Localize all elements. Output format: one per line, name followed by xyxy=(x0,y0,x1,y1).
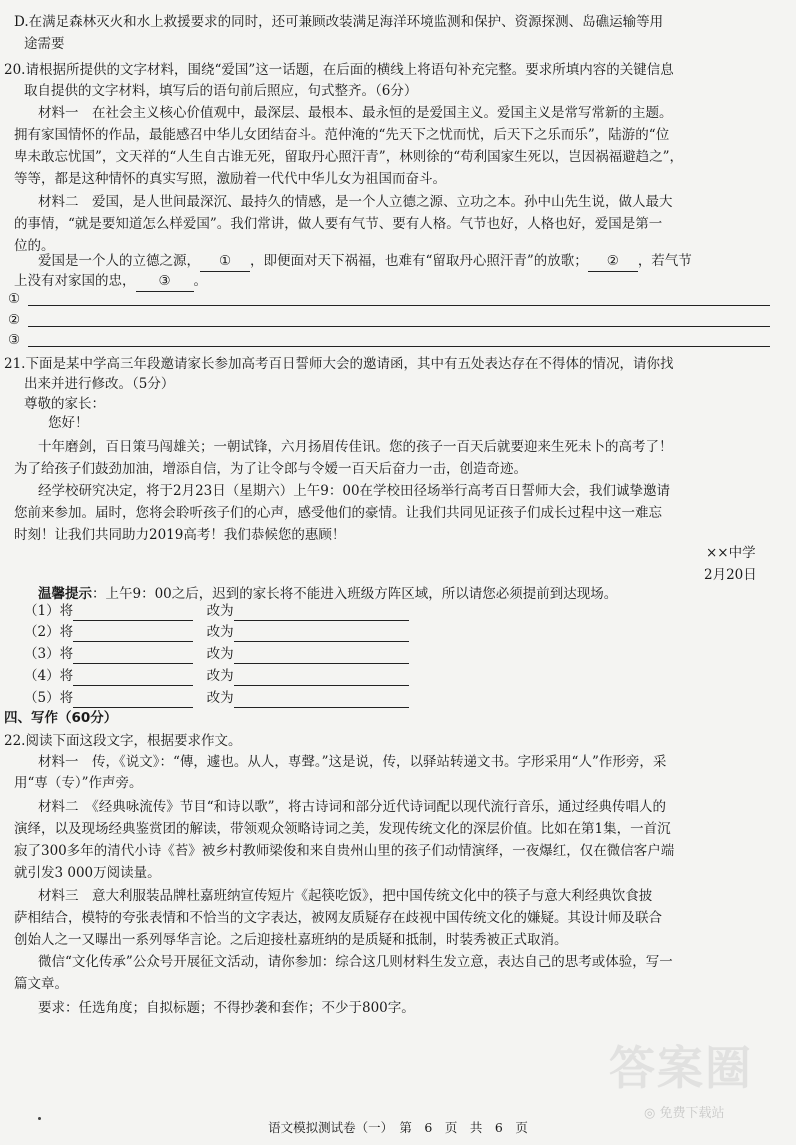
q21-signature-school: ××中学 xyxy=(706,545,756,561)
q22-requirements: 要求：任选角度；自拟标题；不得抄袭和套作；不少于800字。 xyxy=(38,1000,415,1016)
q21-para1-line1: 十年磨剑，百日策马闯雄关；一朝试锋，六月扬眉传佳讯。您的孩子一百天后就要迎来生死未卜的高考了！ xyxy=(38,439,673,455)
q22-material2-line3: 寂了300多年的清代小诗《苔》被乡村教师梁俊和来自贵州山里的孩子们动情演绎，一夜爆红，仅在微信客户端 xyxy=(14,843,675,859)
q19-option-d-line1: D.在满足森林灭火和水上救援要求的同时，还可兼顾改装满足海洋环境监测和保护、资源探测、岛礁运输等用 xyxy=(14,14,664,30)
q20-material1-line3: 卑未敢忘忧国”，文天祥的“人生自古谁无死，留取丹心照汗青”，林则徐的“苟利国家生死以，岂因祸福避趋之”， xyxy=(14,149,684,165)
q22-stem: 22.阅读下面这段文字，根据要求作文。 xyxy=(4,733,242,749)
q20-answer-label-2: ② xyxy=(8,312,21,328)
q21-para1-line2: 为了给孩子们鼓劲加油，增添自信，为了让令郎与令嫒一百天后奋力一击，创造奇迹。 xyxy=(14,461,527,477)
q20-fill-text-c: ，若气节 xyxy=(637,253,692,269)
q20-answer-line-3[interactable] xyxy=(28,346,770,347)
q21-row-2 xyxy=(24,622,409,642)
q19-option-d-line2: 途需要 xyxy=(24,36,65,52)
page-footer: 语文模拟测试卷（一） 第 6 页 共 6 页 xyxy=(268,1120,528,1135)
q21-signature-date: 2月20日 xyxy=(704,567,757,583)
q21-row-4-revised-blank[interactable] xyxy=(234,671,409,686)
watermark xyxy=(604,1032,784,1127)
q21-para2-line1: 经学校研究决定，将于2月23日（星期六）上午9：00在学校田径场举行高考百日誓师大会，我们诚挚邀请 xyxy=(38,483,671,499)
watermark-caption: ◎ 免费下载站 xyxy=(644,1106,725,1121)
q22-material2-line1: 材料二 《经典咏流传》节目“和诗以歌”，将古诗词和部分近代诗词配以现代流行音乐，通过经典传唱人的 xyxy=(38,799,667,815)
q20-fill-text-a: 爱国是一个人的立德之源， xyxy=(38,253,200,269)
q21-row-1-change-label: 改为 xyxy=(206,603,234,619)
q21-row-2-revised-blank[interactable] xyxy=(234,627,409,642)
watermark-logo-text: 答案圈 xyxy=(609,1041,753,1095)
q21-row-3 xyxy=(24,644,409,664)
q21-para2-line2: 您前来参加。届时，您将会聆听孩子们的心声，感受他们的豪情。让我们共同见证孩子们成长过程中这一难忘 xyxy=(14,505,662,521)
q21-row-1-revised-blank[interactable] xyxy=(234,606,409,621)
q20-blank-1[interactable]: ① xyxy=(200,251,250,272)
q21-row-1 xyxy=(24,601,409,621)
q20-blank-2[interactable]: ② xyxy=(588,251,638,272)
section-4-title: 四、写作（60分） xyxy=(4,710,118,726)
q21-row-2-label: （2）将 xyxy=(24,624,74,640)
q21-row-1-original-blank[interactable] xyxy=(73,606,193,621)
q21-row-3-original-blank[interactable] xyxy=(73,649,193,664)
q20-fill-text-d: 上没有对家国的忠， xyxy=(14,273,136,289)
q21-greeting: 您好！ xyxy=(48,415,89,431)
q21-stem-line2: 出来并进行修改。（5分） xyxy=(24,376,175,392)
q22-material1-line1: 材料一 传，《说文》：“傳，遽也。从人，専聲。”这是说，传，以驿站转递文书。字形采用“人”作形旁，采 xyxy=(38,754,667,770)
q20-material1-line2: 拥有家国情怀的作品，最能感召中华儿女团结奋斗。范仲淹的“先天下之忧而忧，后天下之乐而乐”，陆游的“位 xyxy=(14,127,670,143)
q21-row-5-revised-blank[interactable] xyxy=(234,693,409,708)
q21-row-4-label: （4）将 xyxy=(24,668,74,684)
q22-material2-line4: 就引发3 000万阅读量。 xyxy=(14,865,161,881)
q21-para2-line3: 时刻！让我们共同助力2019高考！我们恭候您的惠顾！ xyxy=(14,527,346,543)
q20-fill-sentence-line2 xyxy=(14,271,207,292)
q21-row-5-change-label: 改为 xyxy=(206,690,234,706)
q21-row-3-change-label: 改为 xyxy=(206,646,234,662)
q22-material3-line2: 萨相结合，模特的夸张表情和不恰当的文字表达，被网友质疑存在歧视中国传统文化的嫌疑。其设计师及联合 xyxy=(14,910,662,926)
q21-row-2-change-label: 改为 xyxy=(206,624,234,640)
q20-fill-sentence-line1 xyxy=(38,251,692,272)
q22-task-line1: 微信“文化传承”公众号开展征文活动，请你参加：综合这几则材料生发立意，表达自己的思考或体验，写一 xyxy=(38,954,673,970)
q20-material1-line1: 材料一 在社会主义核心价值观中，最深层、最根本、最永恒的是爱国主义。爱国主义是常写常新的主题。 xyxy=(38,105,673,121)
q20-material2-line1: 材料二 爱国，是人世间最深沉、最持久的情感，是一个人立德之源、立功之本。孙中山先生说，做人最大 xyxy=(38,194,673,210)
q20-answer-label-1: ① xyxy=(8,291,21,307)
q20-answer-label-3: ③ xyxy=(8,332,21,348)
q21-salutation: 尊敬的家长： xyxy=(24,396,105,412)
q21-row-1-label: （1）将 xyxy=(24,603,74,619)
q20-fill-text-e: 。 xyxy=(193,273,207,289)
q21-row-3-label: （3）将 xyxy=(24,646,74,662)
q20-answer-line-1[interactable] xyxy=(28,305,770,306)
q21-row-5 xyxy=(24,688,409,708)
q21-row-4-change-label: 改为 xyxy=(206,668,234,684)
q21-row-5-label: （5）将 xyxy=(24,690,74,706)
q20-stem-line2: 取自提供的文字材料，填写后的语句前后照应，句式整齐。（6分） xyxy=(24,83,418,99)
q22-task-line2: 篇文章。 xyxy=(14,976,68,992)
q20-material2-line3: 位的。 xyxy=(14,238,55,254)
q20-stem-line1: 20.请根据所提供的文字材料，围绕“爱国”这一话题，在后面的横线上将语句补充完整。要求所填内容的关键信息 xyxy=(4,62,674,78)
q20-material2-line2: 的事情，“就是要知道怎么样爱国”。我们常讲，做人要有气节、要有人格。气节也好，人格也好，爱国是第一 xyxy=(14,216,663,232)
q20-answer-line-2[interactable] xyxy=(28,326,770,327)
q20-blank-3[interactable]: ③ xyxy=(136,271,194,292)
q22-material1-line2: 用“専（专）”作声旁。 xyxy=(14,775,143,791)
q22-material2-line2: 演绎，以及现场经典鉴赏团的解读，带领观众领略诗词之美，发现传统文化的深层价值。比如在第1集，一首沉 xyxy=(14,821,671,837)
q21-row-3-revised-blank[interactable] xyxy=(234,649,409,664)
q22-material3-line3: 创始人之一又曝出一系列辱华言论。之后迎接杜嘉班纳的是质疑和抵制，时装秀被正式取消。 xyxy=(14,932,568,948)
q20-fill-text-b: ，即便面对天下祸福，也难有“留取丹心照汗青”的放歌； xyxy=(250,253,588,269)
q21-row-4-original-blank[interactable] xyxy=(73,671,193,686)
q21-tip-label: 温馨提示 xyxy=(38,586,92,602)
q21-tip-text: ：上午9：00之后，迟到的家长将不能进入班级方阵区域，所以请您必须提前到达现场。 xyxy=(92,586,618,602)
q22-material3-line1: 材料三 意大利服装品牌杜嘉班纳宣传短片《起筷吃饭》，把中国传统文化中的筷子与意大利经典饮食披 xyxy=(38,888,653,904)
q21-row-5-original-blank[interactable] xyxy=(73,693,193,708)
q20-material1-line4: 等等，都是这种情怀的真实写照，激励着一代代中华儿女为祖国而奋斗。 xyxy=(14,171,446,187)
q21-row-4 xyxy=(24,666,409,686)
q21-stem-line1: 21.下面是某中学高三年段邀请家长参加高考百日誓师大会的邀请函，其中有五处表达存在不得体的情况，请你找 xyxy=(4,356,674,372)
q21-row-2-original-blank[interactable] xyxy=(73,627,193,642)
